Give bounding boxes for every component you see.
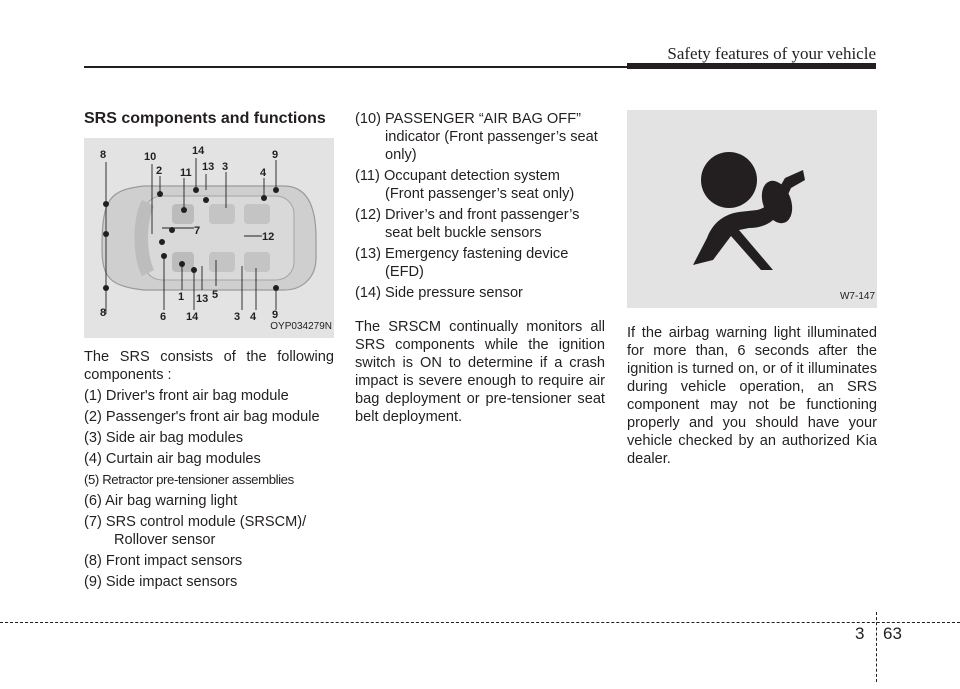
figure-code: W7-147: [839, 291, 875, 302]
running-header: Safety features of your vehicle: [667, 44, 876, 63]
airbag-warning-icon: [627, 110, 877, 308]
footer-divider: [876, 612, 877, 682]
chapter-number: 3: [855, 624, 865, 643]
svg-text:13: 13: [202, 161, 215, 173]
svg-text:14: 14: [186, 311, 199, 323]
list-item: (12) Driver’s and front passenger’s seat belt buckle sensors: [355, 207, 580, 241]
svg-text:10: 10: [144, 151, 157, 163]
column-1: [84, 110, 334, 591]
list-item: (5) Retractor pre-tensioner assemblies: [84, 472, 294, 487]
component-list-continued: [355, 110, 605, 302]
list-item: (13) Emergency fastening device (EFD): [355, 246, 569, 280]
list-item: (10) PASSENGER “AIR BAG OFF” indicator (Front passenger’s seat only): [355, 111, 598, 163]
warning-light-paragraph: If the airbag warning light illuminated for more than, 6 seconds after the ignition is turned on, or of it illuminates during vehicle operation, an SRS component may not be functioning properly and you should have your vehicle checked by an authorized Kia dealer.: [627, 325, 877, 467]
svg-text:4: 4: [260, 167, 267, 179]
srs-components-figure: [84, 138, 334, 338]
list-item: (14) Side pressure sensor: [355, 285, 523, 301]
svg-text:9: 9: [272, 309, 279, 321]
svg-text:7: 7: [194, 225, 201, 237]
footer-rule: [0, 622, 960, 623]
svg-text:8: 8: [100, 307, 107, 319]
svg-text:8: 8: [100, 149, 107, 161]
page-number: 63: [883, 624, 902, 643]
svg-text:3: 3: [234, 311, 241, 323]
svg-text:9: 9: [272, 149, 279, 161]
airbag-warning-figure: [627, 110, 877, 308]
header-rule-accent: [627, 63, 876, 69]
section-title: SRS components and functions: [84, 110, 326, 127]
list-item: (1) Driver's front air bag module: [84, 388, 289, 404]
intro-paragraph: The SRS consists of the following components :: [84, 349, 334, 383]
component-list: [84, 387, 334, 591]
list-item: (4) Curtain air bag modules: [84, 451, 261, 467]
svg-text:13: 13: [196, 293, 209, 305]
svg-text:3: 3: [222, 161, 229, 173]
list-item: (3) Side air bag modules: [84, 430, 244, 446]
list-item: (7) SRS control module (SRSCM)/ Rollover sensor: [84, 514, 307, 548]
svg-text:4: 4: [250, 311, 257, 323]
list-item: (11) Occupant detection system (Front passenger’s seat only): [355, 168, 575, 202]
svg-text:12: 12: [262, 231, 275, 243]
svg-text:14: 14: [192, 145, 205, 157]
figure-code: OYP034279N: [270, 321, 332, 332]
list-item: (8) Front impact sensors: [84, 553, 243, 569]
svg-text:2: 2: [156, 165, 163, 177]
svg-text:5: 5: [212, 289, 219, 301]
svg-text:6: 6: [160, 311, 167, 323]
column-3: [627, 110, 877, 468]
list-item: (9) Side impact sensors: [84, 574, 238, 590]
list-item: (6) Air bag warning light: [84, 493, 238, 509]
svg-text:1: 1: [178, 291, 185, 303]
srscm-paragraph: The SRSCM continually monitors all SRS components while the ignition switch is ON to determine if a crash impact is severe enough to require air bag deployment or pre-tensioner seat belt deployment.: [355, 319, 605, 425]
car-topview-illustration: [84, 138, 334, 338]
svg-text:11: 11: [180, 167, 192, 179]
list-item: (2) Passenger's front air bag module: [84, 409, 320, 425]
column-2: [355, 110, 605, 426]
